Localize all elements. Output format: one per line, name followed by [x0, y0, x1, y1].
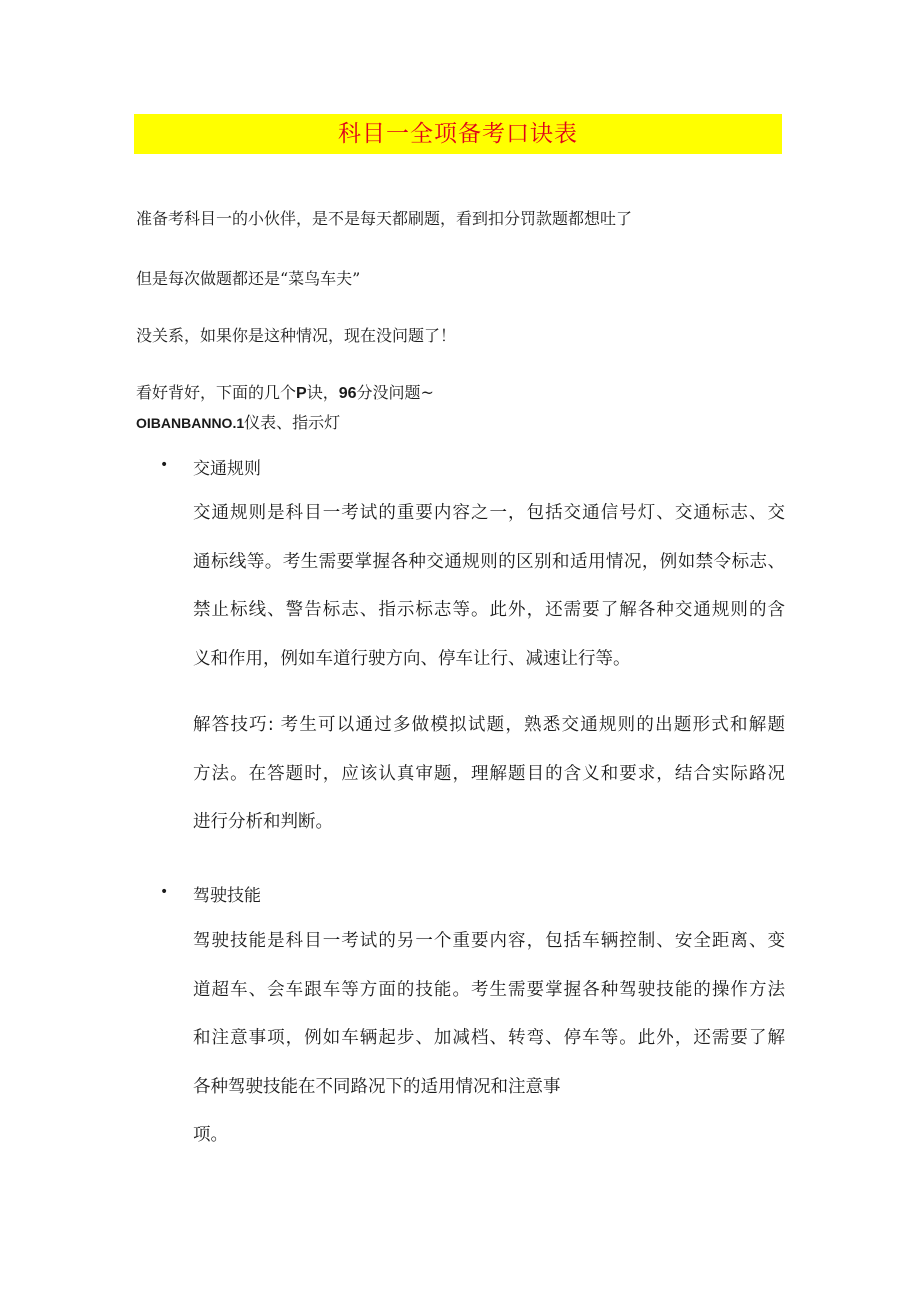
- intro-line-4-d: 96: [338, 385, 357, 402]
- intro-line-2: 但是每次做题都还是“菜鸟车夫”: [136, 269, 361, 288]
- intro-line-4-e: 分没问题~: [356, 383, 434, 402]
- paragraph-line: 通标线等。考生需要掌握各种交通规则的区别和适用情况，例如禁令标志、: [193, 551, 785, 572]
- page-title: 科目一全项备考口诀表: [134, 114, 782, 154]
- intro-line-5-a: OIBANBANNO.1: [136, 415, 245, 431]
- paragraph-line: 方法。在答题时，应该认真审题，理解题目的含义和要求，结合实际路况: [193, 763, 785, 784]
- paragraph-line: 义和作用，例如车道行驶方向、停车让行、减速让行等。: [193, 648, 631, 669]
- intro-line-5-b: 仪表、指示灯: [244, 413, 341, 432]
- bullet-icon: •: [160, 457, 169, 473]
- section-2-paragraph-1: [193, 917, 785, 1160]
- intro-line-5: [136, 410, 340, 433]
- paragraph-line: 进行分析和判断。: [193, 812, 333, 832]
- paragraph-line: 和注意事项，例如车辆起步、加减档、转弯、停车等。此外，还需要了解: [193, 1028, 785, 1048]
- section-heading-traffic-rules: 交通规则: [193, 459, 261, 479]
- intro-line-1: 准备考科目一的小伙伴，是不是每天都刷题，看到扣分罚款题都想吐了: [136, 209, 633, 228]
- paragraph-line: 禁止标线、警告标志、指示标志等。此外，还需要了解各种交通规则的含: [193, 600, 785, 620]
- paragraph-line: 交通规则是科目一考试的重要内容之一，包括交通信号灯、交通标志、交: [193, 503, 785, 523]
- paragraph-line: 驾驶技能是科目一考试的另一个重要内容，包括车辆控制、安全距离、变: [193, 931, 785, 951]
- section-heading-driving-skills: 驾驶技能: [193, 886, 261, 906]
- intro-line-3: 没关系，如果你是这种情况，现在没问题了！: [136, 326, 457, 345]
- intro-line-4-a: 看好背好，下面的几个: [136, 383, 297, 402]
- paragraph-line: 解答技巧: 考生可以通过多做模拟试题，熟悉交通规则的出题形式和解题: [193, 715, 785, 735]
- section-1-paragraph-2: [193, 701, 785, 847]
- paragraph-line: 各种驾驶技能在不同路况下的适用情况和注意事: [193, 1076, 561, 1097]
- intro-line-4-b: P: [296, 385, 307, 402]
- intro-line-4-c: 诀，: [306, 383, 339, 402]
- bullet-icon: •: [160, 884, 169, 900]
- intro-line-4: [136, 380, 434, 403]
- paragraph-line: 项。: [193, 1125, 228, 1145]
- paragraph-line: 道超车、会车跟车等方面的技能。考生需要掌握各种驾驶技能的操作方法: [193, 979, 785, 1000]
- section-1-paragraph-1: [193, 489, 785, 683]
